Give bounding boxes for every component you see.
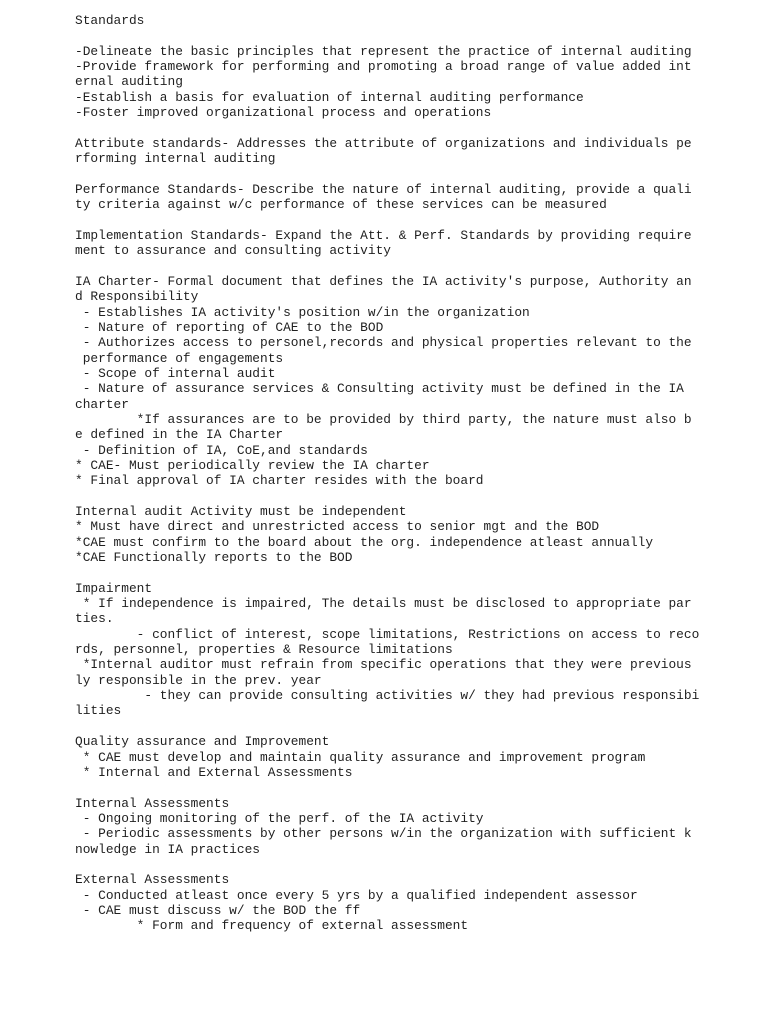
document-line: rds, personnel, properties & Resource limitations bbox=[75, 642, 453, 658]
document-line: Performance Standards- Describe the nature of internal auditing, provide a quali bbox=[75, 181, 692, 197]
document-line: Standards bbox=[75, 13, 145, 28]
document-line: * CAE must develop and maintain quality assurance and improvement program bbox=[75, 749, 646, 765]
document-line: *CAE Functionally reports to the BOD bbox=[75, 550, 353, 566]
document-line: - Nature of assurance services & Consulting activity must be defined in the IA bbox=[75, 381, 684, 397]
document-line: *CAE must confirm to the board about the org. independence atleast annually bbox=[75, 534, 654, 550]
document-line: * Must have direct and unrestricted access to senior mgt and the BOD bbox=[75, 519, 600, 535]
document-line: - Authorizes access to personel,records and physical properties relevant to the bbox=[75, 335, 692, 351]
document-line: e defined in the IA Charter bbox=[75, 427, 284, 443]
document-line: - Establishes IA activity's position w/in the organization bbox=[75, 304, 530, 320]
document-line bbox=[75, 857, 755, 872]
document-line: lities bbox=[75, 703, 122, 719]
document-line bbox=[75, 565, 755, 580]
document-line: ernal auditing bbox=[75, 74, 183, 90]
document-line: d Responsibility bbox=[75, 289, 199, 305]
document-line: Quality assurance and Improvement bbox=[75, 734, 330, 750]
document-line: nowledge in IA practices bbox=[75, 841, 260, 857]
document-line: ties. bbox=[75, 611, 114, 627]
document-line: -Provide framework for performing and promoting a broad range of value added int bbox=[75, 59, 692, 75]
document-line: - Definition of IA, CoE,and standards bbox=[75, 442, 368, 458]
document-line: - they can provide consulting activities w/ they had previous responsibi bbox=[75, 688, 700, 704]
document-line: Implementation Standards- Expand the Att. & Perf. Standards by providing require bbox=[75, 227, 692, 243]
document-line: * CAE- Must periodically review the IA charter bbox=[75, 457, 430, 473]
document-line bbox=[75, 719, 755, 734]
document-line bbox=[75, 212, 755, 227]
document-line: * If independence is impaired, The details must be disclosed to appropriate par bbox=[75, 596, 692, 612]
document-line bbox=[75, 780, 755, 795]
document-line: - conflict of interest, scope limitations, Restrictions on access to reco bbox=[75, 626, 700, 642]
document-line: -Foster improved organizational process and operations bbox=[75, 105, 492, 121]
document-line: ty criteria against w/c performance of these services can be measured bbox=[75, 197, 607, 213]
document-line: ly responsible in the prev. year bbox=[75, 672, 322, 688]
document-line bbox=[75, 120, 755, 135]
document-line: - Periodic assessments by other persons w/in the organization with sufficient k bbox=[75, 826, 692, 842]
document-line: *If assurances are to be provided by third party, the nature must also b bbox=[75, 411, 692, 427]
document-line: * Internal and External Assessments bbox=[75, 764, 353, 780]
document-line: - Nature of reporting of CAE to the BOD bbox=[75, 319, 384, 335]
document-line: Internal audit Activity must be independent bbox=[75, 504, 407, 519]
document-line: ment to assurance and consulting activity bbox=[75, 243, 392, 259]
document-line: rforming internal auditing bbox=[75, 151, 276, 167]
document-line bbox=[75, 259, 755, 274]
document-line bbox=[75, 28, 755, 43]
document-line: performance of engagements bbox=[75, 350, 284, 366]
document-line: *Internal auditor must refrain from specific operations that they were previous bbox=[75, 657, 692, 673]
document-line: IA Charter- Formal document that defines the IA activity's purpose, Authority an bbox=[75, 273, 692, 289]
document-line: - Conducted atleast once every 5 yrs by a qualified independent assessor bbox=[75, 887, 638, 903]
document-line: - CAE must discuss w/ the BOD the ff bbox=[75, 902, 361, 918]
document-line: charter bbox=[75, 396, 129, 412]
document-line: External Assessments bbox=[75, 872, 230, 888]
document-line: Attribute standards- Addresses the attribute of organizations and individuals pe bbox=[75, 135, 692, 151]
document-line bbox=[75, 489, 755, 504]
document-body-text bbox=[75, 13, 755, 934]
document-line: * Final approval of IA charter resides with the board bbox=[75, 473, 484, 489]
document-line: -Delineate the basic principles that represent the practice of internal auditing bbox=[75, 43, 692, 59]
document-line: Impairment bbox=[75, 580, 153, 596]
document-line: Internal Assessments bbox=[75, 795, 230, 811]
document-line bbox=[75, 166, 755, 181]
document-line: -Establish a basis for evaluation of internal auditing performance bbox=[75, 89, 584, 105]
document-line: - Ongoing monitoring of the perf. of the IA activity bbox=[75, 810, 484, 826]
document-line: * Form and frequency of external assessment bbox=[75, 918, 469, 934]
document-line: - Scope of internal audit bbox=[75, 365, 276, 381]
